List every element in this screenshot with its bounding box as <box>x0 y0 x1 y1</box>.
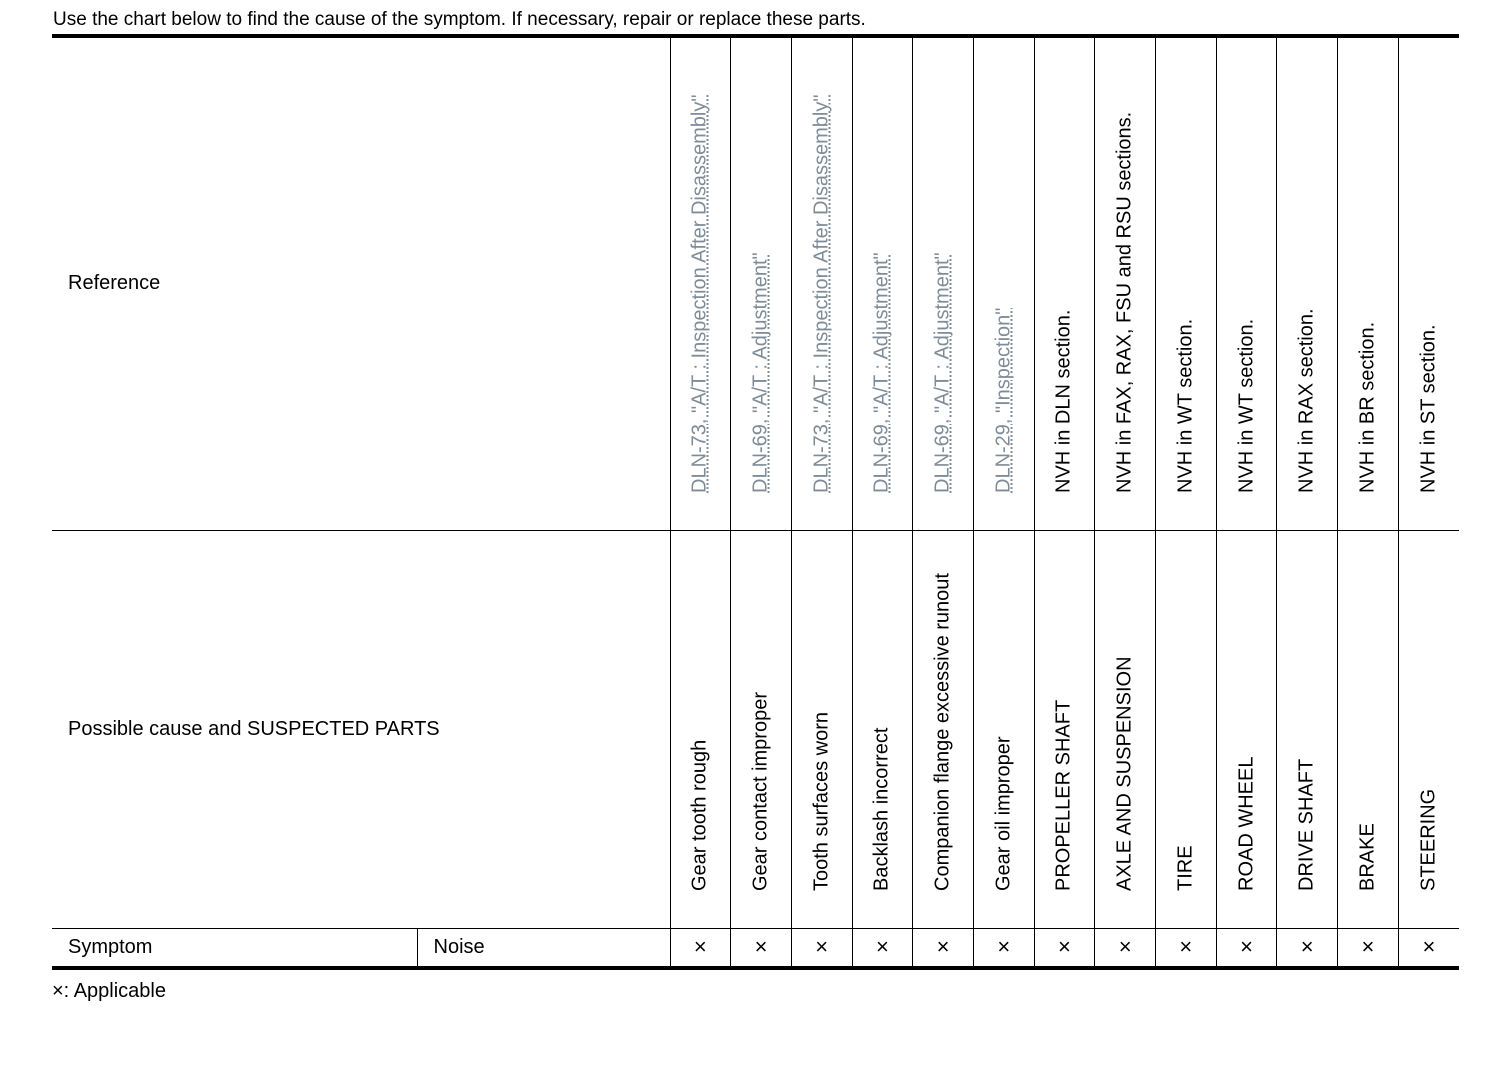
applicable-mark: × <box>973 928 1034 968</box>
cause-cell <box>1277 530 1338 928</box>
suspected-part-text: ROAD WHEEL <box>1235 756 1258 891</box>
applicable-mark: × <box>913 928 974 968</box>
reference-link[interactable]: DLN-73, "A/T : Inspection After Disassembly" <box>810 94 833 493</box>
applicable-mark: × <box>1095 928 1156 968</box>
suspected-part-text: TIRE <box>1174 844 1197 891</box>
cause-cell <box>1156 530 1217 928</box>
cause-cell <box>791 530 852 928</box>
reference-link[interactable]: DLN-69, "A/T : Adjustment" <box>870 251 893 493</box>
suspected-part-text: Tooth surfaces worn <box>810 711 833 891</box>
suspected-part-text: AXLE AND SUSPENSION <box>1113 655 1136 891</box>
reference-cell <box>1277 36 1338 530</box>
reference-cell <box>1398 36 1459 530</box>
cause-cell <box>973 530 1034 928</box>
applicable-mark: × <box>731 928 792 968</box>
reference-cell <box>913 36 974 530</box>
reference-cell <box>852 36 913 530</box>
reference-cell <box>731 36 792 530</box>
cause-cell <box>670 530 731 928</box>
applicable-mark: × <box>1034 928 1095 968</box>
reference-link[interactable]: DLN-73, "A/T : Inspection After Disassembly" <box>688 94 711 493</box>
reference-cell <box>1095 36 1156 530</box>
suspected-part-text: Gear contact improper <box>749 691 772 891</box>
applicable-mark: × <box>852 928 913 968</box>
suspected-part-text: Gear oil improper <box>992 735 1015 891</box>
reference-text: NVH in ST section. <box>1417 323 1440 493</box>
reference-text: NVH in DLN section. <box>1052 309 1075 493</box>
symptom-label: Symptom <box>52 928 417 968</box>
symptom-chart-table <box>52 34 1459 970</box>
reference-cell <box>973 36 1034 530</box>
suspected-part-text: Gear tooth rough <box>688 739 711 891</box>
applicable-mark: × <box>670 928 731 968</box>
cause-cell <box>731 530 792 928</box>
cause-label: Possible cause and SUSPECTED PARTS <box>52 530 670 928</box>
suspected-part-text: DRIVE SHAFT <box>1295 758 1318 891</box>
cause-cell <box>1034 530 1095 928</box>
reference-cell <box>1156 36 1217 530</box>
cause-cell <box>1398 530 1459 928</box>
reference-cell <box>670 36 731 530</box>
applicable-mark: × <box>791 928 852 968</box>
reference-link[interactable]: DLN-29, "Inspection" <box>992 307 1015 493</box>
cause-cell <box>1216 530 1277 928</box>
reference-link[interactable]: DLN-69, "A/T : Adjustment" <box>749 251 772 493</box>
reference-cell <box>791 36 852 530</box>
reference-label: Reference <box>52 36 670 530</box>
cause-cell <box>1338 530 1399 928</box>
footnote: ×: Applicable <box>52 980 166 1002</box>
cause-row <box>52 530 1459 928</box>
applicable-mark: × <box>1216 928 1277 968</box>
reference-cell <box>1338 36 1399 530</box>
reference-text: NVH in RAX section. <box>1295 307 1318 493</box>
symptom-row <box>52 928 1459 968</box>
cause-cell <box>1095 530 1156 928</box>
reference-link[interactable]: DLN-69, "A/T : Adjustment" <box>931 251 954 493</box>
applicable-mark: × <box>1156 928 1217 968</box>
applicable-mark: × <box>1277 928 1338 968</box>
reference-row <box>52 36 1459 530</box>
cause-cell <box>852 530 913 928</box>
intro-text: Use the chart below to find the cause of the symptom. If necessary, repair or replace these parts. <box>53 9 866 30</box>
symptom-value: Noise <box>417 928 670 968</box>
applicable-mark: × <box>1338 928 1399 968</box>
suspected-part-text: Backlash incorrect <box>870 727 893 891</box>
reference-text: NVH in BR section. <box>1356 321 1379 493</box>
reference-text: NVH in FAX, RAX, FSU and RSU sections. <box>1113 111 1136 493</box>
reference-cell <box>1034 36 1095 530</box>
suspected-part-text: BRAKE <box>1356 822 1379 891</box>
applicable-mark: × <box>1398 928 1459 968</box>
cause-cell <box>913 530 974 928</box>
reference-cell <box>1216 36 1277 530</box>
suspected-part-text: Companion flange excessive runout <box>931 572 954 891</box>
suspected-part-text: STEERING <box>1417 788 1440 891</box>
suspected-part-text: PROPELLER SHAFT <box>1052 699 1075 891</box>
reference-text: NVH in WT section. <box>1174 318 1197 493</box>
reference-text: NVH in WT section. <box>1235 318 1258 493</box>
